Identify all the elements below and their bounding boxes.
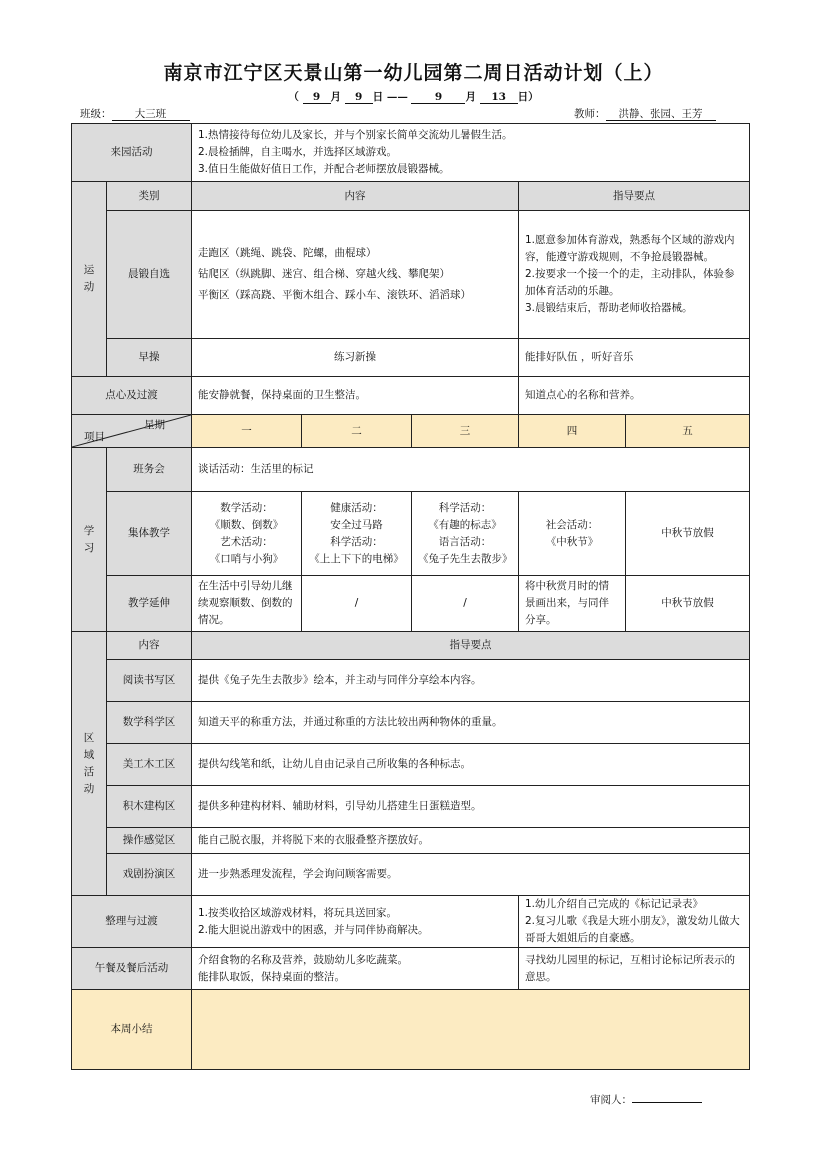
extension-thu: 将中秋赏月时的情景画出来，与同伴分享。 xyxy=(519,576,626,632)
weekday-fri: 五 xyxy=(626,415,750,448)
group-teaching-label: 集体教学 xyxy=(107,492,192,576)
teacher-value: 洪静、张园、王芳 xyxy=(606,108,716,121)
weekday-tue: 二 xyxy=(302,415,412,448)
date-open: （ xyxy=(288,91,299,103)
zones-label: 区 域 活 动 xyxy=(72,632,107,896)
start-day: 9 xyxy=(345,91,373,104)
lunch-row xyxy=(72,948,750,990)
tidy-line: 1.按类收拾区域游戏材料，将玩具送回家。 xyxy=(198,906,398,919)
activity-plan-table xyxy=(71,123,750,1070)
class-label: 班级： xyxy=(80,108,112,120)
group-teaching-thu: 社会活动： 《中秋节》 xyxy=(519,492,626,576)
date-range xyxy=(0,89,827,104)
tidy-line: 2.能大胆说出游戏中的困惑，并与同伴协商解决。 xyxy=(198,923,429,936)
zone-row xyxy=(72,660,750,702)
zone-name: 数学科学区 xyxy=(107,702,192,744)
tidy-right xyxy=(519,896,750,948)
extension-mon: 在生活中引导幼儿继续观察顺数、倒数的情况。 xyxy=(192,576,302,632)
exercise-header-row xyxy=(72,182,750,211)
lunch-left xyxy=(192,948,519,990)
month-char-1: 月 xyxy=(330,91,342,103)
date-dash: —— xyxy=(386,91,408,103)
weekday-thu: 四 xyxy=(519,415,626,448)
teacher-label: 教师： xyxy=(574,108,606,120)
summary-row xyxy=(72,990,750,1070)
end-month: 9 xyxy=(411,91,465,104)
tidy-label: 整理与过渡 xyxy=(72,896,192,948)
zone-name: 戏剧扮演区 xyxy=(107,854,192,896)
morning-exercise-row xyxy=(72,211,750,339)
zone-row xyxy=(72,786,750,828)
reviewer-signature xyxy=(590,1090,702,1107)
weekday-header-row xyxy=(72,415,750,448)
start-month: 9 xyxy=(303,91,331,104)
zone-row xyxy=(72,744,750,786)
zones-header-row xyxy=(72,632,750,660)
drill-content: 练习新操 xyxy=(192,339,519,377)
class-value: 大三班 xyxy=(112,108,190,121)
reviewer-field[interactable] xyxy=(632,1090,702,1103)
morning-exercise-guide xyxy=(519,211,750,339)
drill-row xyxy=(72,339,750,377)
content-line: 走跑区（跳绳、跳袋、陀螺，曲棍球） xyxy=(198,247,377,259)
zone-guide: 提供《兔子先生去散步》绘本，并主动与同伴分享绘本内容。 xyxy=(192,660,750,702)
lunch-line: 介绍食物的名称及营养，鼓励幼儿多吃蔬菜。 xyxy=(198,953,408,966)
extension-row xyxy=(72,576,750,632)
corner-item-label: 项目 xyxy=(84,431,105,443)
snack-content: 能安静就餐，保持桌面的卫生整洁。 xyxy=(192,377,519,415)
snack-label: 点心及过渡 xyxy=(72,377,192,415)
teacher-info xyxy=(574,106,716,121)
zone-row xyxy=(72,702,750,744)
arrival-line: 3.值日生能做好值日工作，并配合老师摆放晨锻器械。 xyxy=(198,163,450,175)
weekday-mon: 一 xyxy=(192,415,302,448)
meeting-content: 谈话活动：生活里的标记 xyxy=(192,448,750,492)
zone-row xyxy=(72,828,750,854)
morning-exercise-content xyxy=(192,211,519,339)
exercise-col-category: 类别 xyxy=(107,182,192,211)
zones-col-guide: 指导要点 xyxy=(192,632,750,660)
zone-guide: 能自己脱衣服，并将脱下来的衣服叠整齐摆放好。 xyxy=(192,828,750,854)
content-line: 平衡区（踩高跷、平衡木组合、踩小车、滚铁环、滔滔球） xyxy=(198,289,471,301)
content-line: 钻爬区（纵跳脚、迷宫、组合梯、穿越火线、攀爬架） xyxy=(198,268,450,280)
day-char-1: 日 xyxy=(372,91,384,103)
exercise-label: 运 动 xyxy=(72,182,107,377)
group-teaching-mon: 数学活动： 《顺数、倒数》 艺术活动： 《口哨与小狗》 xyxy=(192,492,302,576)
arrival-label: 来园活动 xyxy=(72,124,192,182)
zone-guide: 提供勾线笔和纸，让幼儿自由记录自己所收集的各种标志。 xyxy=(192,744,750,786)
zone-guide: 知道天平的称重方法，并通过称重的方法比较出两种物体的重量。 xyxy=(192,702,750,744)
zones-col-content: 内容 xyxy=(107,632,192,660)
guide-line: 1.愿意参加体育游戏，熟悉每个区域的游戏内容，能遵守游戏规则，不争抢晨锻器械。 xyxy=(525,234,735,263)
study-label: 学 习 xyxy=(72,448,107,632)
month-char-2: 月 xyxy=(465,91,476,103)
arrival-line: 2.晨检插牌，自主喝水，并选择区域游戏。 xyxy=(198,146,398,158)
exercise-col-guide: 指导要点 xyxy=(519,182,750,211)
extension-fri: 中秋节放假 xyxy=(626,576,750,632)
tidy-line: 2.复习儿歌《我是大班小朋友》，激发幼儿做大哥哥大姐姐后的自豪感。 xyxy=(525,915,740,944)
tidy-row xyxy=(72,896,750,948)
lunch-line: 能排队取饭，保持桌面的整洁。 xyxy=(198,970,345,983)
class-info xyxy=(80,106,190,121)
zone-row xyxy=(72,854,750,896)
day-char-2: 日） xyxy=(517,91,539,103)
exercise-col-content: 内容 xyxy=(192,182,519,211)
zone-name: 阅读书写区 xyxy=(107,660,192,702)
meeting-label: 班务会 xyxy=(107,448,192,492)
summary-label: 本周小结 xyxy=(72,990,192,1070)
guide-line: 3.晨锻结束后，帮助老师收拾器械。 xyxy=(525,302,693,314)
weekday-corner xyxy=(72,415,192,448)
group-teaching-fri: 中秋节放假 xyxy=(626,492,750,576)
snack-guide: 知道点心的名称和营养。 xyxy=(519,377,750,415)
drill-label: 早操 xyxy=(107,339,192,377)
group-teaching-wed: 科学活动： 《有趣的标志》 语言活动： 《兔子先生去散步》 xyxy=(412,492,519,576)
zone-name: 操作感觉区 xyxy=(107,828,192,854)
group-teaching-row xyxy=(72,492,750,576)
extension-label: 教学延伸 xyxy=(107,576,192,632)
end-day: 13 xyxy=(480,91,518,104)
page-title: 南京市江宁区天景山第一幼儿园第二周日活动计划（上） xyxy=(163,62,664,84)
lunch-right: 寻找幼儿园里的标记，互相讨论标记所表示的意思。 xyxy=(519,948,750,990)
drill-guide: 能排好队伍 ，听好音乐 xyxy=(519,339,750,377)
zone-guide: 进一步熟悉理发流程，学会询问顾客需要。 xyxy=(192,854,750,896)
tidy-line: 1.幼儿介绍自己完成的《标记记录表》 xyxy=(525,898,704,910)
arrival-row xyxy=(72,124,750,182)
tidy-left xyxy=(192,896,519,948)
zone-guide: 提供多种建构材料、辅助材料，引导幼儿搭建生日蛋糕造型。 xyxy=(192,786,750,828)
morning-exercise-label: 晨锻自选 xyxy=(107,211,192,339)
arrival-content xyxy=(192,124,750,182)
corner-weekday-label: 星期 xyxy=(144,419,165,431)
lunch-label: 午餐及餐后活动 xyxy=(72,948,192,990)
summary-content[interactable] xyxy=(192,990,750,1070)
meeting-row xyxy=(72,448,750,492)
extension-wed: / xyxy=(412,576,519,632)
arrival-line: 1.热情接待每位幼儿及家长，并与个别家长简单交流幼儿暑假生活。 xyxy=(198,129,513,141)
guide-line: 2.按要求一个接一个的走，主动排队，体验参加体育活动的乐趣。 xyxy=(525,268,735,297)
zone-name: 美工木工区 xyxy=(107,744,192,786)
weekday-wed: 三 xyxy=(412,415,519,448)
snack-row xyxy=(72,377,750,415)
reviewer-label: 审阅人： xyxy=(590,1094,632,1106)
zone-name: 积木建构区 xyxy=(107,786,192,828)
extension-tue: / xyxy=(302,576,412,632)
group-teaching-tue: 健康活动： 安全过马路 科学活动： 《上上下下的电梯》 xyxy=(302,492,412,576)
